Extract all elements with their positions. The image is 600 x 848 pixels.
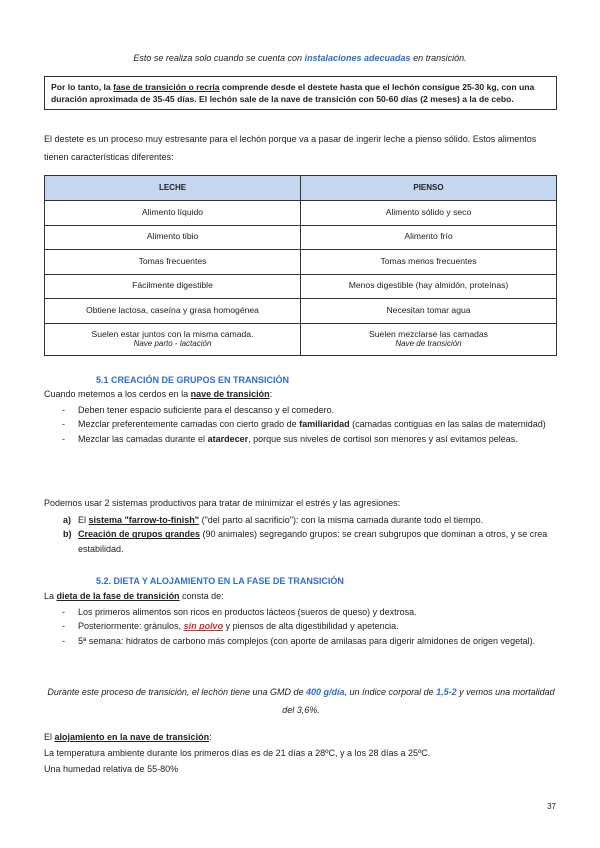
section-heading-5-2: 5.2. DIETA Y ALOJAMIENTO EN LA FASE DE TRANSICIÓN <box>96 576 344 586</box>
table-row: Alimento tibio Alimento frío <box>45 225 557 250</box>
list-item: - Mezclar preferentemente camadas con cierto grado de familiaridad (camadas contiguas en las salas de maternidad) <box>44 417 558 431</box>
s52-lead: La dieta de la fase de transición consta de: <box>44 591 224 601</box>
list-item: - Posteriormente: gránulos, sin polvo y piensos de alta digestibilidad y apetencia. <box>44 619 558 633</box>
highlight-text: instalaciones adecuadas <box>304 53 411 63</box>
table-header-leche: LECHE <box>45 176 301 201</box>
table-row: Suelen estar juntos con la misma camada. Nave parto - lactación Suelen mezclarse las camadas Nave de transición <box>45 323 557 355</box>
systems-list <box>44 513 558 556</box>
list-item: - Mezclar las camadas durante el atardecer, porque sus niveles de cortisol son menores y así evitamos peleas. <box>44 432 558 446</box>
s52-bullet-list <box>44 605 558 648</box>
weaning-paragraph: El destete es un proceso muy estresante para el lechón porque va a pasar de ingerir leche a pienso sólido. Estos alimentos tienen características diferentes: <box>44 134 537 163</box>
list-item: a) El sistema "farrow-to-finish" ("del parto al sacrificio"): con la misma camada durante todo el tiempo. <box>63 515 484 525</box>
temperature-line: La temperatura ambiente durante los primeros días es de 21 días a 28ºC, y a los 28 días a 25ºC. <box>44 748 431 758</box>
table-row: Obtiene lactosa, caseína y grasa homogénea Necesitan tomar agua <box>45 299 557 324</box>
systems-intro: Podemos usar 2 sistemas productivos para tratar de minimizar el estrés y las agresiones: <box>44 498 401 508</box>
section-heading-5-1: 5.1 CREACIÓN DE GRUPOS EN TRANSICIÓN <box>96 375 290 385</box>
s51-bullet-list <box>44 403 558 446</box>
aloj-lead: El alojamiento en la nave de transición: <box>44 732 212 742</box>
table-row: Fácilmente digestible Menos digestible (hay almidón, proteínas) <box>45 274 557 299</box>
table-row: Alimento líquido Alimento sólido y seco <box>45 201 557 226</box>
definition-box: Por lo tanto, la fase de transición o recría comprende desde el destete hasta que el lechón consigue 25-30 kg, con una duración aproximada de 35-45 días. El lechón sale de la nave de transición con 50-60 días (2 meses) a la de cebo. <box>44 76 557 110</box>
comparison-table <box>44 175 557 356</box>
humidity-line: Una humedad relativa de 55-80% <box>44 764 179 774</box>
intro-line: Esto se realiza solo cuando se cuenta con instalaciones adecuadas en transición. <box>133 53 467 63</box>
list-item: - Deben tener espacio suficiente para el descanso y el comedero. <box>44 403 558 417</box>
table-header-pienso: PIENSO <box>301 176 557 201</box>
list-item: b) Creación de grupos grandes (90 animales) segregando grupos: se crean subgrupos que dominan a otros, y se crea estabilidad. <box>63 529 548 554</box>
list-item: - Los primeros alimentos son ricos en productos lácteos (sueros de queso) y dextrosa. <box>44 605 558 619</box>
page-number: 37 <box>547 802 556 811</box>
list-item: - 5ª semana: hidratos de carbono más complejos (con aporte de amilasas para digerir almidones de origen vegetal). <box>44 634 558 648</box>
table-row: Tomas frecuentes Tomas menos frecuentes <box>45 250 557 275</box>
conclusion-paragraph: Durante este proceso de transición, el lechón tiene una GMD de 400 g/día, un índice corporal de 1,5-2 y vemos una mortalidad del 3,6%. <box>47 687 555 715</box>
s51-lead: Cuando metemos a los cerdos en la nave de transición: <box>44 389 273 399</box>
